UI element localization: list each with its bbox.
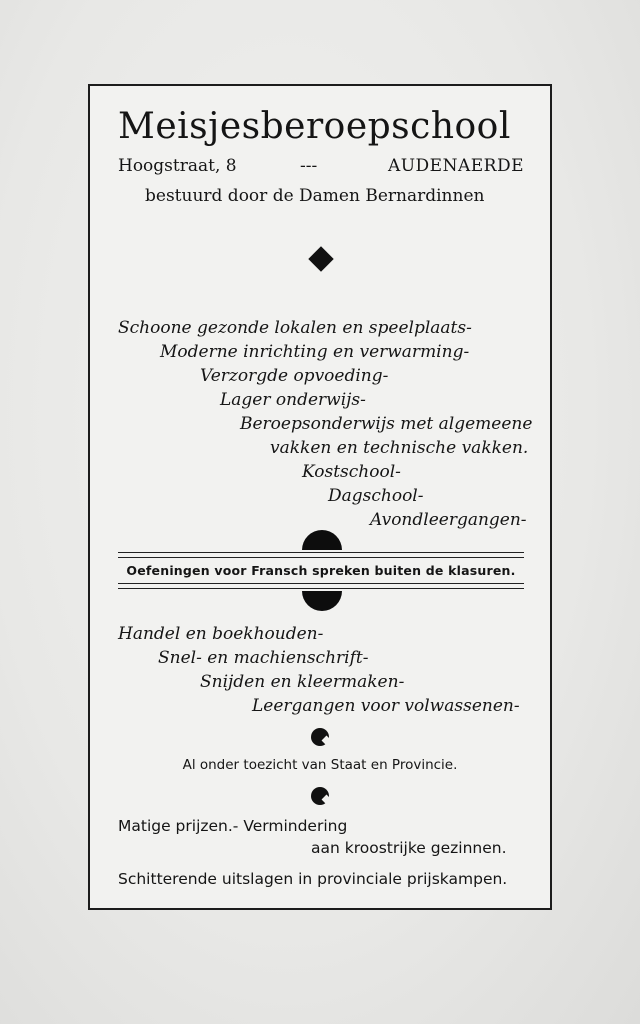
french-practice-banner: Oefeningen voor Fransch spreken buiten de klasuren. [126, 563, 516, 578]
feature-line: Dagschool- [328, 486, 424, 506]
results-line: Schitterende uitslagen in provinciale prijskampen. [118, 870, 508, 888]
course-line: Handel en boekhouden- [118, 624, 324, 644]
round-ornament-icon [311, 787, 329, 805]
feature-line: Avondleergangen- [370, 510, 527, 530]
address-separator: --- [300, 156, 318, 176]
course-line: Snel- en machienschrift- [158, 648, 369, 668]
half-circle-ornament-icon [302, 530, 342, 550]
city-name: AUDENAERDE [387, 156, 524, 176]
discount-line: aan kroostrijke gezinnen. [311, 839, 507, 857]
school-title: Meisjesberoepschool [118, 106, 511, 147]
half-circle-ornament-icon [302, 591, 342, 611]
double-rule-bottom [118, 583, 524, 589]
advertisement-card [88, 84, 552, 910]
feature-line: Beroepsonderwijs met algemeene [240, 414, 533, 434]
management-line: bestuurd door de Damen Bernardinnen [145, 186, 485, 206]
feature-line: Lager onderwijs- [220, 390, 366, 410]
double-rule-top [118, 552, 524, 558]
diamond-ornament-icon [308, 246, 333, 271]
supervision-note: Al onder toezicht van Staat en Provincie. [182, 757, 458, 773]
street-address: Hoogstraat, 8 [118, 156, 237, 176]
feature-line: vakken en technische vakken. [270, 438, 529, 458]
round-ornament-icon [311, 728, 329, 746]
feature-line: Moderne inrichting en verwarming- [160, 342, 470, 362]
feature-line: Schoone gezonde lokalen en speelplaats- [118, 318, 472, 338]
course-line: Leergangen voor volwassenen- [252, 696, 520, 716]
feature-line: Kostschool- [302, 462, 401, 482]
prices-line: Matige prijzen.- Vermindering [118, 817, 348, 835]
feature-line: Verzorgde opvoeding- [200, 366, 389, 386]
course-line: Snijden en kleermaken- [200, 672, 405, 692]
